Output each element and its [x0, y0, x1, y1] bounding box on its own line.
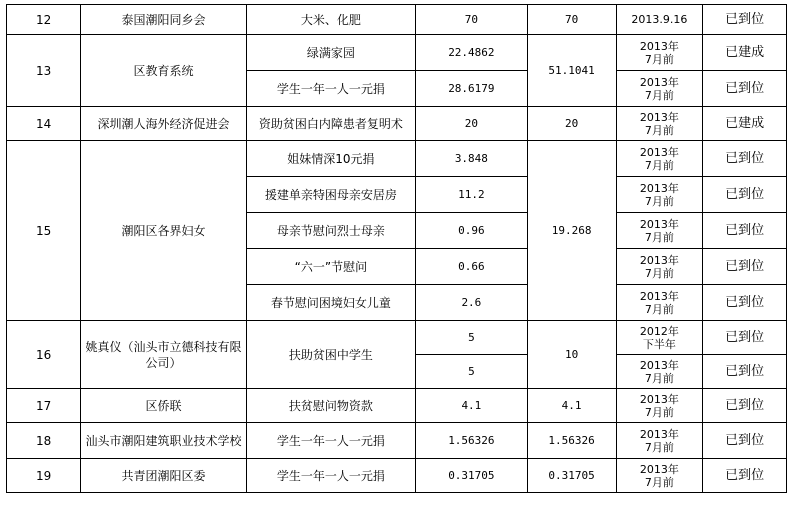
- project-name: 母亲节慰问烈士母亲: [246, 213, 415, 249]
- project-amount: 4.1: [416, 389, 528, 423]
- donor-total: 4.1: [527, 389, 616, 423]
- project-amount: 0.96: [416, 213, 528, 249]
- donation-date: 2013年 7月前: [616, 107, 703, 141]
- donation-date: 2013年 7月前: [616, 177, 703, 213]
- status: 已到位: [703, 389, 787, 423]
- project-name: 扶助贫困中学生: [246, 321, 415, 389]
- table-row: [7, 389, 787, 423]
- table-row: [7, 459, 787, 493]
- status: 已到位: [703, 213, 787, 249]
- project-name: “六一”节慰问: [246, 249, 415, 285]
- table-row: [7, 141, 787, 177]
- status: 已到位: [703, 459, 787, 493]
- donor-name: 潮阳区各界妇女: [81, 141, 246, 321]
- table-row: [7, 107, 787, 141]
- row-number: 19: [7, 459, 81, 493]
- project-amount: 5: [416, 355, 528, 389]
- donor-total: 70: [527, 5, 616, 35]
- project-amount: 20: [416, 107, 528, 141]
- project-name: 学生一年一人一元捐: [246, 423, 415, 459]
- donor-total: 19.268: [527, 141, 616, 321]
- donor-name: 姚真仪（汕头市立德科技有限公司）: [81, 321, 246, 389]
- project-amount: 0.31705: [416, 459, 528, 493]
- status: 已到位: [703, 5, 787, 35]
- status: 已到位: [703, 249, 787, 285]
- row-number: 16: [7, 321, 81, 389]
- donor-name: 汕头市潮阳建筑职业技术学校: [81, 423, 246, 459]
- project-name: 学生一年一人一元捐: [246, 459, 415, 493]
- table-row: [7, 321, 787, 355]
- project-amount: 3.848: [416, 141, 528, 177]
- donation-date: 2013年 7月前: [616, 141, 703, 177]
- row-number: 14: [7, 107, 81, 141]
- project-amount: 28.6179: [416, 71, 528, 107]
- row-number: 13: [7, 35, 81, 107]
- project-name: 大米、化肥: [246, 5, 415, 35]
- donor-name: 深圳潮人海外经济促进会: [81, 107, 246, 141]
- donor-total: 20: [527, 107, 616, 141]
- donation-date: 2013年 7月前: [616, 213, 703, 249]
- donation-date: 2013年 7月前: [616, 423, 703, 459]
- status: 已到位: [703, 321, 787, 355]
- donation-date: 2013年 7月前: [616, 249, 703, 285]
- status: 已到位: [703, 141, 787, 177]
- donor-name: 共青团潮阳区委: [81, 459, 246, 493]
- donor-total: 0.31705: [527, 459, 616, 493]
- project-name: 春节慰问困境妇女儿童: [246, 285, 415, 321]
- donation-date: 2013.9.16: [616, 5, 703, 35]
- project-amount: 11.2: [416, 177, 528, 213]
- status: 已到位: [703, 423, 787, 459]
- donation-date: 2013年 7月前: [616, 389, 703, 423]
- donation-date: 2013年 7月前: [616, 355, 703, 389]
- project-amount: 2.6: [416, 285, 528, 321]
- status: 已到位: [703, 285, 787, 321]
- status: 已到位: [703, 355, 787, 389]
- status: 已建成: [703, 35, 787, 71]
- donation-date: 2013年 7月前: [616, 459, 703, 493]
- project-amount: 1.56326: [416, 423, 528, 459]
- project-name: 资助贫困白内障患者复明术: [246, 107, 415, 141]
- project-amount: 0.66: [416, 249, 528, 285]
- project-name: 扶贫慰问物资款: [246, 389, 415, 423]
- donation-date: 2012年 下半年: [616, 321, 703, 355]
- row-number: 17: [7, 389, 81, 423]
- status: 已到位: [703, 71, 787, 107]
- row-number: 18: [7, 423, 81, 459]
- status: 已到位: [703, 177, 787, 213]
- donor-name: 泰国潮阳同乡会: [81, 5, 246, 35]
- row-number: 15: [7, 141, 81, 321]
- donation-table: [6, 4, 787, 493]
- donor-total: 10: [527, 321, 616, 389]
- table-row: [7, 5, 787, 35]
- donor-name: 区教育系统: [81, 35, 246, 107]
- project-amount: 70: [416, 5, 528, 35]
- project-name: 学生一年一人一元捐: [246, 71, 415, 107]
- table-row: [7, 423, 787, 459]
- row-number: 12: [7, 5, 81, 35]
- donation-date: 2013年 7月前: [616, 71, 703, 107]
- status: 已建成: [703, 107, 787, 141]
- donor-total: 1.56326: [527, 423, 616, 459]
- project-name: 绿满家园: [246, 35, 415, 71]
- table-row: [7, 35, 787, 71]
- project-name: 姐妹情深10元捐: [246, 141, 415, 177]
- donor-total: 51.1041: [527, 35, 616, 107]
- donor-name: 区侨联: [81, 389, 246, 423]
- project-amount: 22.4862: [416, 35, 528, 71]
- project-name: 援建单亲特困母亲安居房: [246, 177, 415, 213]
- donation-date: 2013年 7月前: [616, 285, 703, 321]
- donation-date: 2013年 7月前: [616, 35, 703, 71]
- project-amount: 5: [416, 321, 528, 355]
